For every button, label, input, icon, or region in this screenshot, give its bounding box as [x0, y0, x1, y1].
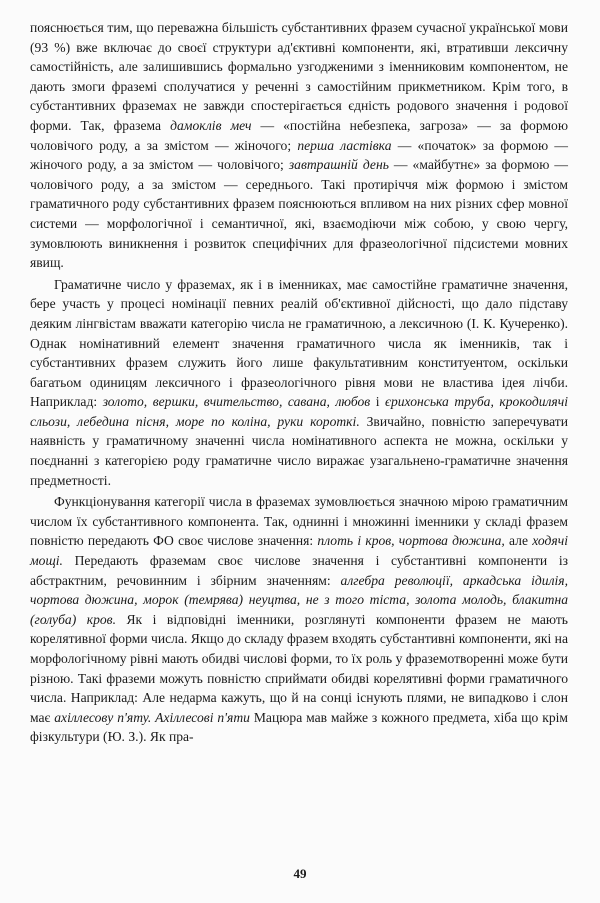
page-number: 49	[293, 866, 307, 881]
body-text	[30, 18, 568, 749]
text-run: пояснюється тим, що переважна більшість субстантивних фразем сучасної української мови (93 %) вже включає до своєї структури ад'єктивні компоненти, які, втративши лексичну самостійність, але залишившись формально узгодженими з іменниковим компонентом, не дають змоги фраземі сполучатися у реченні з самостійним прикметником. Крім того, в субстантивних фраземах не завжди спостерігається єдність родового значення і родової форми. Так, фразема	[30, 20, 568, 133]
italic-example: плоть і кров, чортова дюжина,	[317, 533, 505, 549]
italic-example: ахіллесову п'яту. Ахіллесові п'яти	[54, 709, 250, 725]
paragraph	[30, 275, 568, 491]
italic-example: алгебра революції, аркадська ідилія, чортова дюжина, морок (темрява) неуцтва, не з того тіста, золота молодь, блакитна (голуба) кров.	[30, 572, 568, 627]
italic-example: єрихонська труба, крокодилячі сльози, лебедина пісня, море по коліна, руки короткі.	[30, 394, 568, 429]
italic-example: дамоклів меч	[170, 117, 252, 133]
text-run: — «майбутнє» за формою — чоловічого роду, а за змістом — середнього. Такі протиріччя між формою і змістом граматичного роду субстантивних фразем пояснюються впливом на них різних сфер мовної системи — морфологічної і семантичної, які, взаємодіючи між собою, у свою чергу, зумовлюють виникнення і розвиток специфічних для фразеологічної підсистеми мовних явищ.	[30, 157, 568, 271]
text-run: Граматичне число у фраземах, як і в іменниках, має самостійне граматичне значення, бере участь у процесі номінації певних реалій об'єктивної дійсності, що дало підставу деяким лінгвістам вважати категорію числа не граматичною, а лексичною (І. К. Кучеренко). Однак номінативний елемент значення граматичного числа як іменників, так і субстантивних фразем служить його лише факультативним конституентом, оскільки багатьом одиницям лексичного і фразеологічного рівня мови не властива ідея лічби. Наприклад:	[30, 276, 568, 410]
text-run: Мацюра мав майже з кожного предмета, хіба що крім фізкультури (Ю. З.). Як пра-	[30, 709, 568, 745]
text-run: але	[504, 533, 533, 549]
italic-example: завтрашній день	[288, 157, 389, 173]
text-run: Як і відповідні іменники, розглянуті компоненти фразем не мають корелятивної форми числа. Якщо до складу фразем входять субстантивні компоненти, які на морфологічному рівні мають обидві числові форми, то їх роль у фраземотворенні може бути різною. Такі фраземи можуть повністю сприймати обидві корелятивні форми граматичного числа. Наприклад: Але недарма кажуть, що й на сонці існують плями, не випадково і слон має	[30, 611, 568, 725]
paragraph	[30, 18, 568, 273]
text-run: — «постійна небезпека, загроза» — за формою чоловічого роду, а за змістом — жіночого;	[30, 117, 568, 153]
italic-example: золото, вершки, вчительство, савана, любов	[102, 394, 371, 410]
text-run: — «початок» за формою — жіночого роду, а за змістом — чоловічого;	[30, 137, 568, 173]
italic-example: перша ластівка	[297, 137, 392, 153]
italic-example: ходячі мощі.	[30, 533, 569, 569]
text-run: Звичайно, повністю заперечувати наявність у граматичному значенні числа номінативного аспекта не можна, оскільки у поєднанні з категорією роду граматичне число виражає узагальнено-граматичне значення предметності.	[30, 413, 568, 488]
text-run: і	[370, 394, 386, 410]
text-run: Функціонування категорії числа в фраземах зумовлюється значною мірою граматичним числом їх субстантивного компонента. Так, однинні і множинні іменники у складі фразем повністю передають ФО своє числове значення:	[30, 494, 568, 549]
paragraph	[30, 492, 568, 747]
text-run: Передають фраземам своє числове значення і субстантивні компоненти із абстрактним, речовинним і збірним значенням:	[30, 553, 568, 588]
